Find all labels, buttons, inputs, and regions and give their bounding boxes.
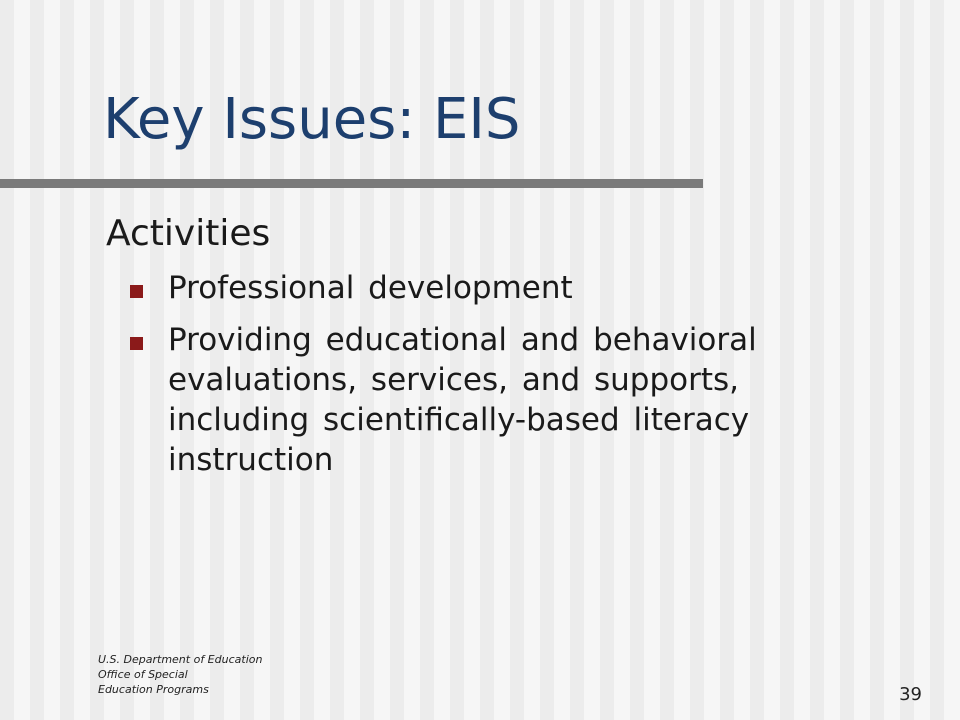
square-bullet-icon bbox=[130, 337, 143, 350]
bullet-text: Professional development bbox=[168, 270, 573, 306]
footer-line: U.S. Department of Education bbox=[98, 653, 263, 666]
bullet-list bbox=[130, 268, 870, 492]
bullet-item bbox=[130, 268, 870, 308]
slide-title: Key Issues: EIS bbox=[103, 87, 521, 152]
page-number: 39 bbox=[899, 684, 922, 705]
bullet-text: Providing educational and behavioral evaluations, services, and supports, including scientifically-based literacy instruction bbox=[168, 322, 757, 478]
bullet-item bbox=[130, 320, 870, 480]
footer-line: Office of Special bbox=[98, 668, 188, 681]
footer-organization bbox=[98, 652, 262, 697]
square-bullet-icon bbox=[130, 285, 143, 298]
title-divider bbox=[0, 179, 703, 188]
footer-line: Education Programs bbox=[98, 683, 209, 696]
section-heading: Activities bbox=[106, 213, 271, 254]
